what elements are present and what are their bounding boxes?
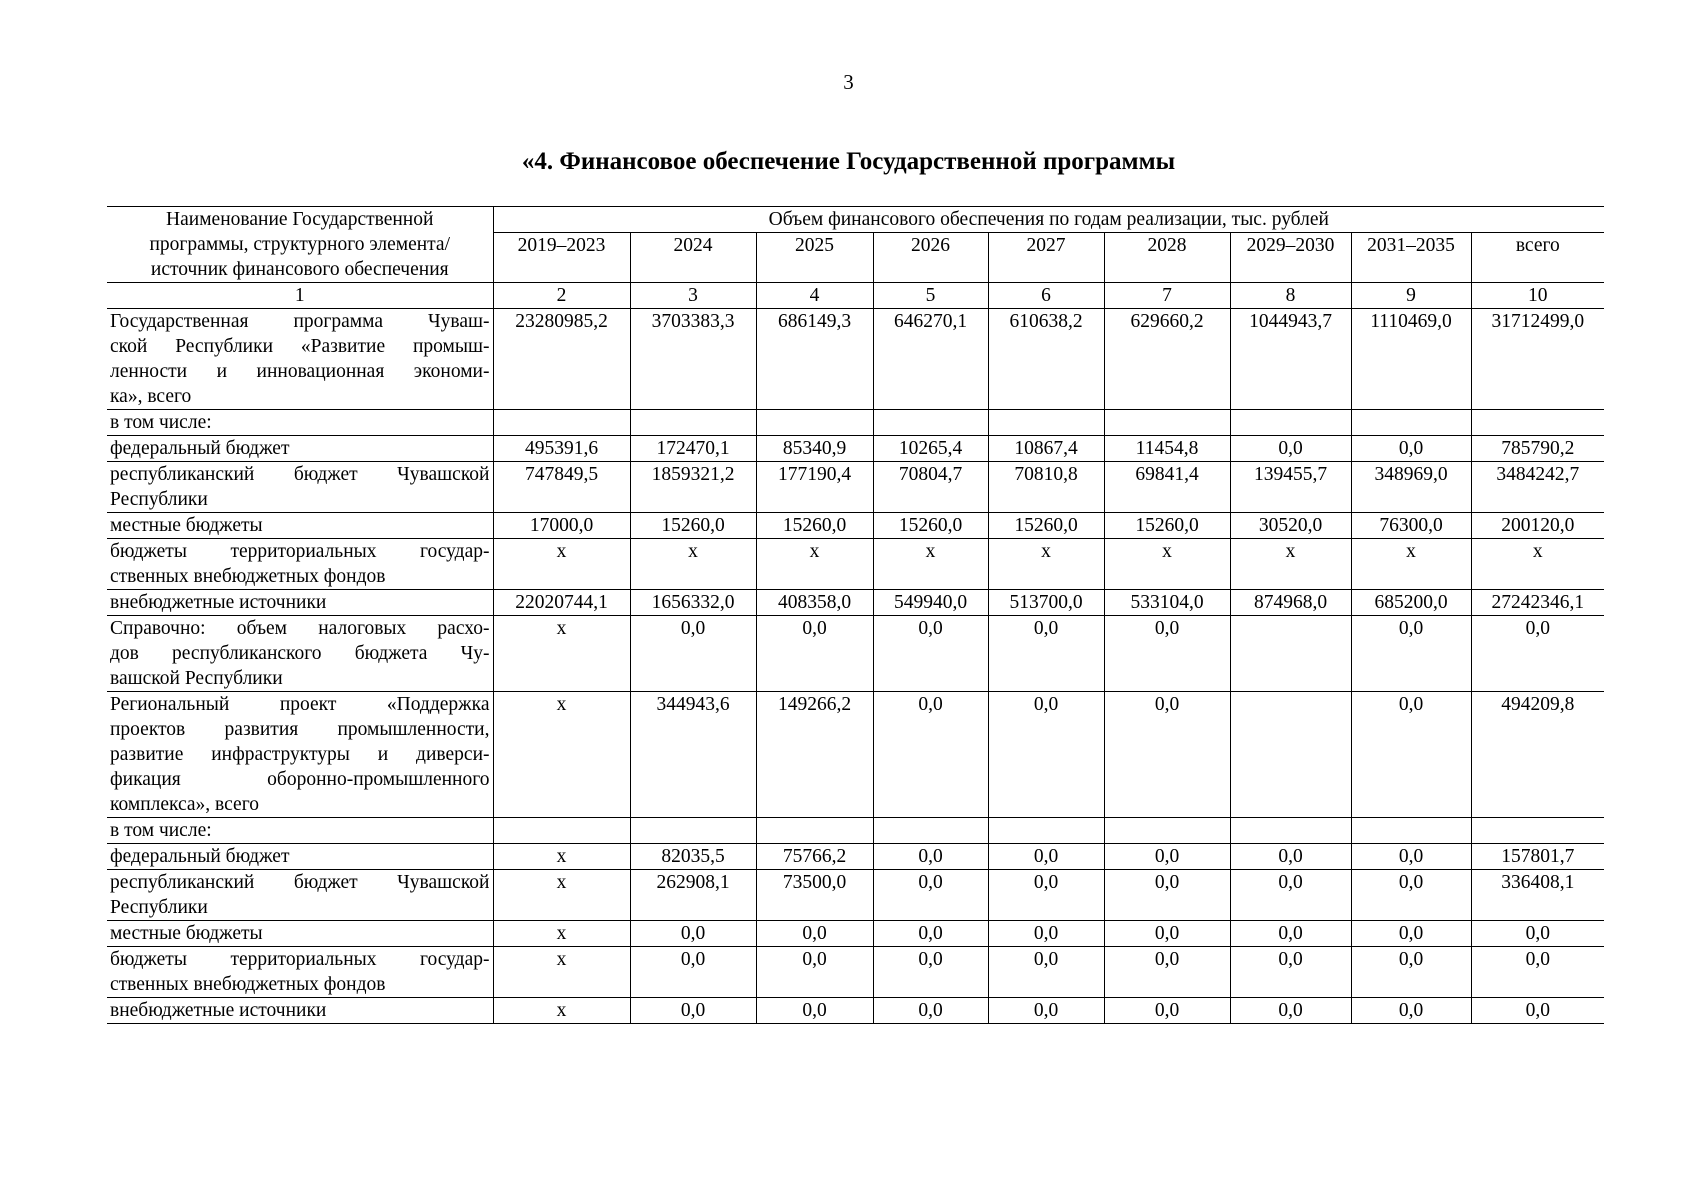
value-cell: 747849,5 [493,462,630,513]
value-cell: 0,0 [756,921,873,947]
value-cell: 0,0 [1104,921,1230,947]
table-row [107,513,1604,539]
value-cell: 646270,1 [873,309,988,410]
value-cell: 0,0 [1471,921,1604,947]
value-cell: 0,0 [1104,998,1230,1024]
row-name-line: развитие инфраструктуры и диверси- [110,744,490,765]
value-cell: 874968,0 [1230,590,1351,616]
value-cell: 0,0 [1351,870,1471,921]
section-title: «4. Финансовое обеспечение Государственной программы [521,148,1176,175]
year-header: 2027 [988,233,1104,283]
row-name-line: Региональный проект «Поддержка [110,694,490,715]
header-name-cell [107,207,493,283]
table-row [107,539,1604,590]
value-cell: 0,0 [1104,870,1230,921]
value-cell: 0,0 [1230,870,1351,921]
value-cell [1230,692,1351,818]
year-header: 2025 [756,233,873,283]
column-number: 5 [873,283,988,309]
header-name-line: Наименование Государственной [166,209,434,230]
value-cell: 157801,7 [1471,844,1604,870]
value-cell: 75766,2 [756,844,873,870]
value-cell: 0,0 [756,947,873,998]
row-name-line: бюджеты территориальных государ- [110,541,490,562]
value-cell: 0,0 [630,616,756,692]
value-cell: 172470,1 [630,436,756,462]
row-name-line: федеральный бюджет [110,846,290,867]
value-cell [873,818,988,844]
value-cell [630,410,756,436]
value-cell: 10867,4 [988,436,1104,462]
value-cell: 0,0 [873,870,988,921]
row-name-line: дов республиканского бюджета Чу- [110,643,490,664]
row-name-cell [107,513,493,539]
value-cell: 11454,8 [1104,436,1230,462]
column-number: 7 [1104,283,1230,309]
value-cell [1471,410,1604,436]
value-cell: 177190,4 [756,462,873,513]
row-name-line: Государственная программа Чуваш- [110,311,490,332]
value-cell: 3484242,7 [1471,462,1604,513]
value-cell: 0,0 [756,616,873,692]
value-cell: 0,0 [1104,947,1230,998]
year-header: 2031–2035 [1351,233,1471,283]
value-cell: 15260,0 [988,513,1104,539]
value-cell: 0,0 [630,921,756,947]
value-cell: 0,0 [873,998,988,1024]
value-cell: 0,0 [1351,436,1471,462]
value-cell: x [493,998,630,1024]
value-cell: x [1230,539,1351,590]
table-row [107,590,1604,616]
value-cell: 73500,0 [756,870,873,921]
value-cell: 0,0 [873,692,988,818]
value-cell: 69841,4 [1104,462,1230,513]
value-cell: 1859321,2 [630,462,756,513]
value-cell: 15260,0 [756,513,873,539]
row-name-line: местные бюджеты [110,515,263,536]
value-cell: 0,0 [1104,692,1230,818]
value-cell [1104,410,1230,436]
value-cell: 0,0 [1351,692,1471,818]
value-cell: 1656332,0 [630,590,756,616]
value-cell: 149266,2 [756,692,873,818]
column-number: 3 [630,283,756,309]
header-group: Объем финансового обеспечения по годам реализации, тыс. рублей [493,207,1604,233]
value-cell: x [630,539,756,590]
table-row [107,436,1604,462]
value-cell: 0,0 [873,921,988,947]
row-name-cell [107,539,493,590]
value-cell [1351,410,1471,436]
table-row [107,870,1604,921]
value-cell: 0,0 [1230,844,1351,870]
row-name-cell [107,462,493,513]
table-row [107,998,1604,1024]
table-row [107,844,1604,870]
table-row [107,692,1604,818]
value-cell [1230,616,1351,692]
year-header: 2028 [1104,233,1230,283]
value-cell [1351,818,1471,844]
value-cell: 0,0 [1230,947,1351,998]
value-cell [873,410,988,436]
value-cell: 139455,7 [1230,462,1351,513]
table-row [107,947,1604,998]
row-name-line: республиканский бюджет Чувашской [110,872,490,893]
row-name-cell [107,590,493,616]
page-number: 3 [843,70,854,94]
value-cell: 0,0 [756,998,873,1024]
value-cell [1104,818,1230,844]
financing-table [107,206,1604,1024]
value-cell: 685200,0 [1351,590,1471,616]
column-number: 4 [756,283,873,309]
value-cell: 0,0 [1471,947,1604,998]
row-name-line: проектов развития промышленности, [110,719,490,740]
value-cell: 549940,0 [873,590,988,616]
value-cell: 3703383,3 [630,309,756,410]
row-name-line: ственных внебюджетных фондов [110,974,386,995]
row-name-line: в том числе: [110,412,212,433]
value-cell: 0,0 [1230,998,1351,1024]
value-cell: 0,0 [988,616,1104,692]
value-cell [756,410,873,436]
value-cell: 0,0 [630,998,756,1024]
row-name-line: фикация оборонно-промышленного [110,769,490,790]
value-cell: 27242346,1 [1471,590,1604,616]
value-cell: 15260,0 [873,513,988,539]
header-name-line: источник финансового обеспечения [150,259,449,280]
value-cell: 348969,0 [1351,462,1471,513]
value-cell: x [1104,539,1230,590]
value-cell: 0,0 [1351,844,1471,870]
value-cell: 0,0 [1230,436,1351,462]
row-name-line: федеральный бюджет [110,438,290,459]
value-cell: 0,0 [1471,616,1604,692]
row-name-line: ственных внебюджетных фондов [110,566,386,587]
value-cell: 408358,0 [756,590,873,616]
value-cell: 494209,8 [1471,692,1604,818]
value-cell: 200120,0 [1471,513,1604,539]
value-cell: 0,0 [1351,616,1471,692]
row-name-cell [107,921,493,947]
row-name-cell [107,410,493,436]
value-cell: x [988,539,1104,590]
value-cell: 629660,2 [1104,309,1230,410]
value-cell: 15260,0 [630,513,756,539]
column-number: 9 [1351,283,1471,309]
value-cell: x [493,921,630,947]
row-name-cell [107,998,493,1024]
value-cell: 0,0 [988,870,1104,921]
value-cell: 0,0 [630,947,756,998]
row-name-line: ской Республики «Развитие промыш- [110,336,490,357]
table-row [107,462,1604,513]
value-cell: 686149,3 [756,309,873,410]
value-cell [756,818,873,844]
row-name-line: вашской Республики [110,668,283,689]
row-name-cell [107,870,493,921]
row-name-line: Республики [110,897,208,918]
value-cell: 0,0 [1104,844,1230,870]
value-cell: 15260,0 [1104,513,1230,539]
value-cell: 0,0 [988,947,1104,998]
table-row [107,309,1604,410]
row-name-line: ка», всего [110,386,192,407]
value-cell: 0,0 [873,616,988,692]
row-name-line: внебюджетные источники [110,592,327,613]
value-cell: x [493,692,630,818]
value-cell: 533104,0 [1104,590,1230,616]
value-cell: 0,0 [1351,998,1471,1024]
value-cell [493,410,630,436]
column-number: 6 [988,283,1104,309]
value-cell: 495391,6 [493,436,630,462]
value-cell [1230,818,1351,844]
row-name-cell [107,818,493,844]
value-cell: 0,0 [988,921,1104,947]
value-cell: 22020744,1 [493,590,630,616]
row-name-cell [107,947,493,998]
row-name-line: ленности и инновационная экономи- [110,361,490,382]
value-cell: 10265,4 [873,436,988,462]
row-name-line: бюджеты территориальных государ- [110,949,490,970]
row-name-line: комплекса», всего [110,794,259,815]
table-row [107,818,1604,844]
table-row [107,616,1604,692]
value-cell: 513700,0 [988,590,1104,616]
value-cell: 0,0 [988,692,1104,818]
table-row [107,921,1604,947]
value-cell: x [756,539,873,590]
value-cell: 610638,2 [988,309,1104,410]
value-cell: 31712499,0 [1471,309,1604,410]
column-number: 1 [107,283,493,309]
row-name-line: Справочно: объем налоговых расхо- [110,618,490,639]
value-cell: 0,0 [988,998,1104,1024]
value-cell: 785790,2 [1471,436,1604,462]
value-cell: 82035,5 [630,844,756,870]
value-cell: 0,0 [1351,947,1471,998]
value-cell: x [493,870,630,921]
value-cell: x [493,947,630,998]
row-name-cell [107,844,493,870]
row-name-line: местные бюджеты [110,923,263,944]
value-cell: 0,0 [1230,921,1351,947]
value-cell: 30520,0 [1230,513,1351,539]
value-cell: x [1471,539,1604,590]
value-cell: 336408,1 [1471,870,1604,921]
value-cell [630,818,756,844]
value-cell: 0,0 [1351,921,1471,947]
value-cell: x [1351,539,1471,590]
value-cell [988,410,1104,436]
value-cell: 17000,0 [493,513,630,539]
row-name-cell [107,309,493,410]
value-cell: 262908,1 [630,870,756,921]
value-cell: x [493,616,630,692]
header-name-line: программы, структурного элемента/ [149,234,450,255]
column-number: 8 [1230,283,1351,309]
value-cell: 1044943,7 [1230,309,1351,410]
value-cell [1230,410,1351,436]
year-header: 2019–2023 [493,233,630,283]
year-header: 2026 [873,233,988,283]
row-name-cell [107,436,493,462]
column-number: 10 [1471,283,1604,309]
year-header: 2024 [630,233,756,283]
row-name-line: в том числе: [110,820,212,841]
value-cell: 0,0 [873,947,988,998]
value-cell: x [493,844,630,870]
table-row [107,410,1604,436]
row-name-line: Республики [110,489,208,510]
value-cell: 1110469,0 [1351,309,1471,410]
value-cell: 70810,8 [988,462,1104,513]
row-name-line: республиканский бюджет Чувашской [110,464,490,485]
row-name-cell [107,616,493,692]
value-cell: 0,0 [988,844,1104,870]
value-cell: 23280985,2 [493,309,630,410]
total-header: всего [1471,233,1604,283]
value-cell [988,818,1104,844]
value-cell: 85340,9 [756,436,873,462]
value-cell: 344943,6 [630,692,756,818]
value-cell: x [493,539,630,590]
value-cell: 0,0 [873,844,988,870]
value-cell: 0,0 [1471,998,1604,1024]
value-cell [493,818,630,844]
value-cell: 0,0 [1104,616,1230,692]
year-header: 2029–2030 [1230,233,1351,283]
value-cell [1471,818,1604,844]
row-name-cell [107,692,493,818]
value-cell: x [873,539,988,590]
value-cell: 70804,7 [873,462,988,513]
value-cell: 76300,0 [1351,513,1471,539]
row-name-line: внебюджетные источники [110,1000,327,1021]
column-number: 2 [493,283,630,309]
